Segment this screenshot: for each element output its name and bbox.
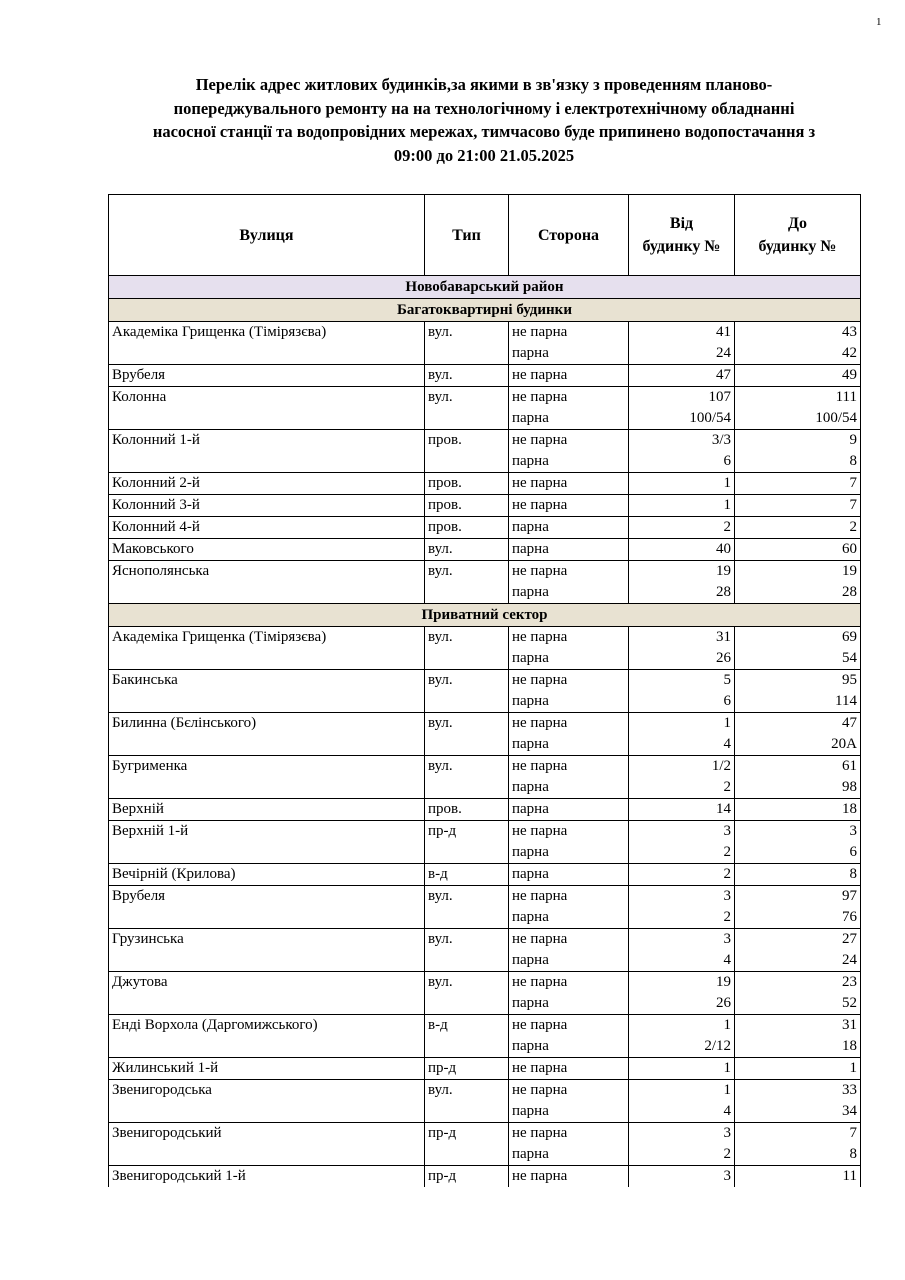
- cell-street: Бакинська: [109, 670, 425, 692]
- cell-to: 6: [735, 842, 861, 864]
- table-row: [109, 430, 861, 452]
- cell-side: парна: [509, 1101, 629, 1123]
- cell-from: 1/2: [629, 756, 735, 778]
- cell-to: 61: [735, 756, 861, 778]
- cell-type: вул.: [425, 365, 509, 387]
- table-row: [109, 713, 861, 735]
- category-name: Багатоквартирні будинки: [109, 299, 861, 322]
- cell-from: 1: [629, 1058, 735, 1080]
- cell-side: не парна: [509, 1123, 629, 1145]
- cell-street: Грузинська: [109, 929, 425, 951]
- table-row: [109, 864, 861, 886]
- cell-type: [425, 993, 509, 1015]
- cell-side: не парна: [509, 1080, 629, 1102]
- cell-to: 7: [735, 495, 861, 517]
- cell-street: [109, 408, 425, 430]
- cell-side: не парна: [509, 430, 629, 452]
- cell-side: парна: [509, 343, 629, 365]
- cell-side: парна: [509, 539, 629, 561]
- cell-street: Звенигородська: [109, 1080, 425, 1102]
- cell-to: 114: [735, 691, 861, 713]
- cell-side: парна: [509, 734, 629, 756]
- cell-side: не парна: [509, 627, 629, 649]
- cell-type: [425, 777, 509, 799]
- cell-from: 2: [629, 864, 735, 886]
- cell-from: 19: [629, 561, 735, 583]
- cell-type: пр-д: [425, 821, 509, 843]
- cell-type: вул.: [425, 322, 509, 344]
- cell-type: вул.: [425, 929, 509, 951]
- cell-street: [109, 993, 425, 1015]
- title-line: 09:00 до 21:00 21.05.2025: [393, 145, 575, 165]
- cell-street: Академіка Грищенка (Тімірязєва): [109, 322, 425, 344]
- table-row: [109, 387, 861, 409]
- cell-from: 40: [629, 539, 735, 561]
- cell-to: 28: [735, 582, 861, 604]
- table-row: [109, 1036, 861, 1058]
- table-row: [109, 756, 861, 778]
- cell-street: [109, 950, 425, 972]
- table-row: [109, 777, 861, 799]
- category-row: [109, 604, 861, 627]
- cell-street: Вечірній (Крилова): [109, 864, 425, 886]
- table-row: [109, 929, 861, 951]
- cell-type: [425, 648, 509, 670]
- cell-from: 26: [629, 648, 735, 670]
- cell-street: [109, 1101, 425, 1123]
- cell-from: 6: [629, 451, 735, 473]
- cell-side: парна: [509, 799, 629, 821]
- cell-side: парна: [509, 582, 629, 604]
- cell-street: Академіка Грищенка (Тімірязєва): [109, 627, 425, 649]
- cell-side: не парна: [509, 1166, 629, 1188]
- cell-street: Верхній 1-й: [109, 821, 425, 843]
- table-row: [109, 886, 861, 908]
- cell-side: не парна: [509, 670, 629, 692]
- cell-from: 4: [629, 950, 735, 972]
- cell-from: 1: [629, 1080, 735, 1102]
- title-line: насосної станції та водопровідних мережах, тимчасово буде припинено водопостачання з: [152, 122, 816, 141]
- cell-from: 31: [629, 627, 735, 649]
- cell-side: не парна: [509, 1058, 629, 1080]
- cell-street: Джутова: [109, 972, 425, 994]
- table-row: [109, 691, 861, 713]
- cell-type: пров.: [425, 430, 509, 452]
- table-row: [109, 842, 861, 864]
- cell-to: 19: [735, 561, 861, 583]
- cell-to: 18: [735, 1036, 861, 1058]
- cell-street: [109, 734, 425, 756]
- table-row: [109, 343, 861, 365]
- table-row: [109, 670, 861, 692]
- cell-to: 8: [735, 451, 861, 473]
- cell-from: 6: [629, 691, 735, 713]
- table-row: [109, 365, 861, 387]
- cell-type: в-д: [425, 1015, 509, 1037]
- cell-type: пр-д: [425, 1058, 509, 1080]
- cell-to: 76: [735, 907, 861, 929]
- cell-to: 24: [735, 950, 861, 972]
- cell-type: вул.: [425, 1080, 509, 1102]
- cell-type: вул.: [425, 387, 509, 409]
- cell-side: парна: [509, 864, 629, 886]
- cell-type: [425, 408, 509, 430]
- cell-side: парна: [509, 1036, 629, 1058]
- table-row: [109, 582, 861, 604]
- cell-type: вул.: [425, 756, 509, 778]
- cell-to: 43: [735, 322, 861, 344]
- cell-street: Колонний 1-й: [109, 430, 425, 452]
- cell-side: не парна: [509, 713, 629, 735]
- cell-type: [425, 1144, 509, 1166]
- cell-street: [109, 648, 425, 670]
- cell-to: 34: [735, 1101, 861, 1123]
- title-line: Перелік адрес житлових будинків,за якими в зв'язку з проведенням планово-: [195, 75, 773, 94]
- cell-type: пров.: [425, 495, 509, 517]
- cell-street: Яснополянська: [109, 561, 425, 583]
- header-to: [735, 195, 861, 276]
- cell-from: 3: [629, 1166, 735, 1188]
- cell-from: 1: [629, 473, 735, 495]
- cell-to: 3: [735, 821, 861, 843]
- cell-side: парна: [509, 993, 629, 1015]
- cell-type: [425, 343, 509, 365]
- cell-from: 47: [629, 365, 735, 387]
- cell-street: [109, 343, 425, 365]
- cell-to: 9: [735, 430, 861, 452]
- cell-street: [109, 1144, 425, 1166]
- cell-street: Врубеля: [109, 886, 425, 908]
- table-row: [109, 950, 861, 972]
- cell-type: вул.: [425, 539, 509, 561]
- table-row: [109, 1166, 861, 1188]
- cell-side: парна: [509, 1144, 629, 1166]
- cell-to: 7: [735, 473, 861, 495]
- cell-side: парна: [509, 691, 629, 713]
- cell-to: 100/54: [735, 408, 861, 430]
- cell-to: 98: [735, 777, 861, 799]
- cell-street: Врубеля: [109, 365, 425, 387]
- cell-type: [425, 734, 509, 756]
- cell-street: Бугрименка: [109, 756, 425, 778]
- cell-side: не парна: [509, 972, 629, 994]
- cell-to: 97: [735, 886, 861, 908]
- table-row: [109, 322, 861, 344]
- cell-street: Колонний 2-й: [109, 473, 425, 495]
- cell-from: 3: [629, 821, 735, 843]
- cell-street: Верхній: [109, 799, 425, 821]
- cell-from: 3: [629, 929, 735, 951]
- cell-street: Колонний 3-й: [109, 495, 425, 517]
- cell-to: 33: [735, 1080, 861, 1102]
- title-line: попереджувального ремонту на на технологічному і електротехнічному обладнанні: [173, 98, 795, 118]
- cell-type: пров.: [425, 517, 509, 539]
- cell-type: пров.: [425, 799, 509, 821]
- cell-side: не парна: [509, 756, 629, 778]
- district-name: Новобаварський район: [109, 276, 861, 299]
- category-row: [109, 299, 861, 322]
- cell-to: 69: [735, 627, 861, 649]
- cell-type: вул.: [425, 972, 509, 994]
- table-row: [109, 473, 861, 495]
- cell-type: пр-д: [425, 1123, 509, 1145]
- page-number: 1: [876, 16, 882, 28]
- cell-type: [425, 950, 509, 972]
- cell-from: 24: [629, 343, 735, 365]
- table-row: [109, 799, 861, 821]
- cell-from: 1: [629, 1015, 735, 1037]
- header-from-line1: Від: [669, 215, 694, 232]
- cell-from: 3: [629, 1123, 735, 1145]
- cell-type: вул.: [425, 627, 509, 649]
- cell-side: не парна: [509, 1015, 629, 1037]
- cell-street: [109, 691, 425, 713]
- cell-from: 2: [629, 517, 735, 539]
- cell-from: 19: [629, 972, 735, 994]
- cell-to: 8: [735, 1144, 861, 1166]
- cell-street: [109, 842, 425, 864]
- cell-type: [425, 842, 509, 864]
- cell-from: 3: [629, 886, 735, 908]
- cell-from: 100/54: [629, 408, 735, 430]
- cell-side: не парна: [509, 821, 629, 843]
- cell-side: парна: [509, 408, 629, 430]
- table-row: [109, 1058, 861, 1080]
- cell-type: в-д: [425, 864, 509, 886]
- cell-from: 3/3: [629, 430, 735, 452]
- table-row: [109, 821, 861, 843]
- cell-street: [109, 1036, 425, 1058]
- cell-from: 41: [629, 322, 735, 344]
- cell-to: 2: [735, 517, 861, 539]
- cell-to: 60: [735, 539, 861, 561]
- header-to-line1: До: [787, 215, 807, 232]
- district-row: [109, 276, 861, 299]
- cell-to: 54: [735, 648, 861, 670]
- cell-type: вул.: [425, 713, 509, 735]
- cell-from: 2: [629, 1144, 735, 1166]
- table-row: [109, 451, 861, 473]
- table-row: [109, 539, 861, 561]
- cell-type: [425, 1036, 509, 1058]
- cell-side: не парна: [509, 322, 629, 344]
- cell-type: пр-д: [425, 1166, 509, 1188]
- cell-to: 23: [735, 972, 861, 994]
- cell-side: парна: [509, 517, 629, 539]
- table-row: [109, 627, 861, 649]
- header-from-line2: будинку №: [642, 238, 721, 255]
- table-row: [109, 408, 861, 430]
- table-header-row: [109, 195, 861, 276]
- cell-side: не парна: [509, 929, 629, 951]
- cell-to: 11: [735, 1166, 861, 1188]
- cell-from: 2: [629, 777, 735, 799]
- cell-side: не парна: [509, 473, 629, 495]
- cell-from: 4: [629, 734, 735, 756]
- cell-side: парна: [509, 842, 629, 864]
- cell-to: 52: [735, 993, 861, 1015]
- cell-from: 5: [629, 670, 735, 692]
- cell-street: [109, 907, 425, 929]
- cell-from: 2/12: [629, 1036, 735, 1058]
- table-row: [109, 907, 861, 929]
- cell-to: 7: [735, 1123, 861, 1145]
- cell-side: парна: [509, 907, 629, 929]
- table-row: [109, 495, 861, 517]
- cell-from: 1: [629, 495, 735, 517]
- cell-street: Колонна: [109, 387, 425, 409]
- cell-side: не парна: [509, 387, 629, 409]
- cell-side: парна: [509, 648, 629, 670]
- table-row: [109, 1101, 861, 1123]
- table-row: [109, 1015, 861, 1037]
- cell-to: 111: [735, 387, 861, 409]
- table-row: [109, 561, 861, 583]
- cell-side: не парна: [509, 886, 629, 908]
- cell-street: Звенигородський: [109, 1123, 425, 1145]
- cell-from: 2: [629, 842, 735, 864]
- header-street: Вулиця: [109, 195, 425, 276]
- cell-street: Билинна (Бєлінського): [109, 713, 425, 735]
- cell-to: 18: [735, 799, 861, 821]
- cell-type: вул.: [425, 670, 509, 692]
- cell-from: 4: [629, 1101, 735, 1123]
- cell-type: [425, 582, 509, 604]
- cell-type: [425, 691, 509, 713]
- cell-type: вул.: [425, 886, 509, 908]
- table-row: [109, 517, 861, 539]
- header-to-line2: будинку №: [758, 238, 837, 255]
- cell-type: [425, 907, 509, 929]
- table-body: [109, 276, 861, 1188]
- cell-street: [109, 582, 425, 604]
- cell-type: пров.: [425, 473, 509, 495]
- cell-from: 1: [629, 713, 735, 735]
- table-row: [109, 972, 861, 994]
- table-row: [109, 734, 861, 756]
- address-table: [108, 194, 861, 1187]
- table-row: [109, 648, 861, 670]
- cell-from: 107: [629, 387, 735, 409]
- cell-street: Маковського: [109, 539, 425, 561]
- table-row: [109, 993, 861, 1015]
- cell-side: парна: [509, 451, 629, 473]
- cell-street: [109, 451, 425, 473]
- cell-street: Жилинський 1-й: [109, 1058, 425, 1080]
- cell-type: [425, 451, 509, 473]
- cell-to: 31: [735, 1015, 861, 1037]
- category-name: Приватний сектор: [109, 604, 861, 627]
- cell-from: 26: [629, 993, 735, 1015]
- cell-from: 14: [629, 799, 735, 821]
- cell-type: вул.: [425, 561, 509, 583]
- cell-side: парна: [509, 950, 629, 972]
- cell-side: парна: [509, 777, 629, 799]
- cell-side: не парна: [509, 495, 629, 517]
- cell-street: [109, 777, 425, 799]
- cell-to: 20А: [735, 734, 861, 756]
- cell-to: 8: [735, 864, 861, 886]
- header-side: Сторона: [509, 195, 629, 276]
- table-row: [109, 1080, 861, 1102]
- cell-street: Звенигородський 1-й: [109, 1166, 425, 1188]
- cell-side: не парна: [509, 561, 629, 583]
- cell-to: 27: [735, 929, 861, 951]
- header-from: [629, 195, 735, 276]
- table-row: [109, 1123, 861, 1145]
- header-type: Тип: [425, 195, 509, 276]
- cell-street: Енді Ворхола (Даргомижського): [109, 1015, 425, 1037]
- cell-type: [425, 1101, 509, 1123]
- cell-side: не парна: [509, 365, 629, 387]
- cell-to: 42: [735, 343, 861, 365]
- table-row: [109, 1144, 861, 1166]
- cell-to: 1: [735, 1058, 861, 1080]
- cell-to: 49: [735, 365, 861, 387]
- cell-from: 28: [629, 582, 735, 604]
- cell-street: Колонний 4-й: [109, 517, 425, 539]
- page-title: [80, 73, 888, 167]
- cell-to: 47: [735, 713, 861, 735]
- cell-to: 95: [735, 670, 861, 692]
- cell-from: 2: [629, 907, 735, 929]
